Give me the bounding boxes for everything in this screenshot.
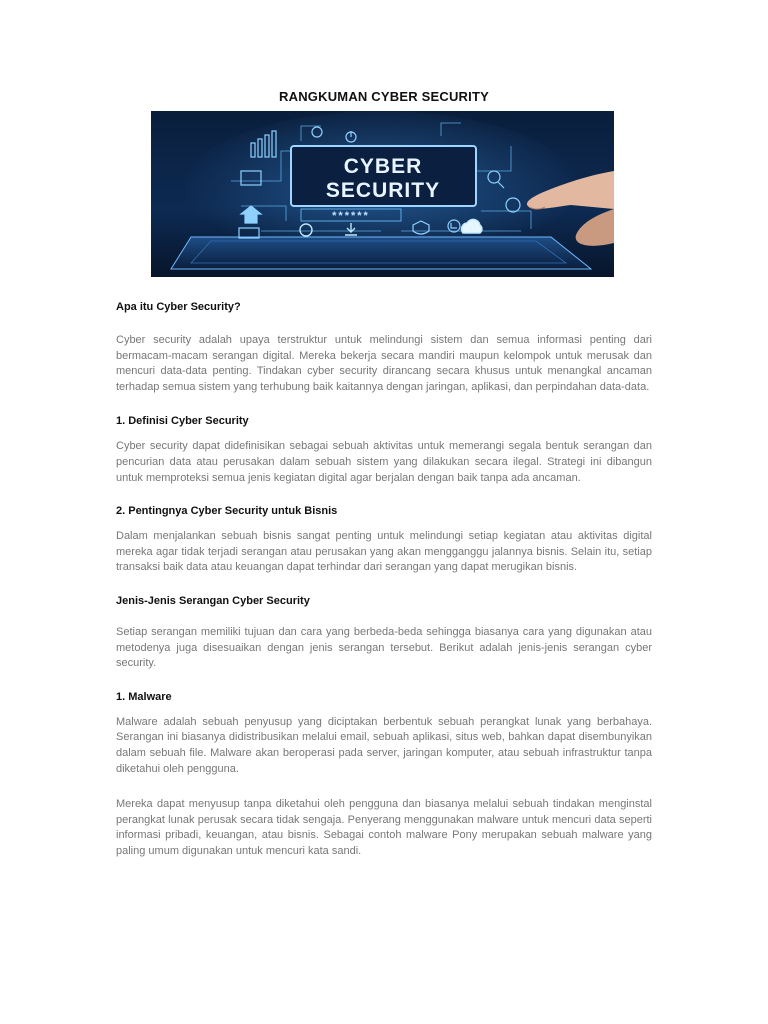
section-paragraph: Cyber security dapat didefinisikan sebagai sebuah aktivitas untuk memerangi segala bentuk serangan dan pencurian data atau perusakan dalam sebuah sistem yang dilakukan secara ilegal. Strategi ini dibangun untuk memproteksi semua jenis kegiatan digital agar berjalan dengan baik tanpa ada ancaman. (116, 440, 652, 484)
image-text-cyber: CYBER (343, 155, 423, 178)
section-heading: Apa itu Cyber Security? (116, 301, 241, 313)
section-heading: Jenis-Jenis Serangan Cyber Security (116, 594, 310, 607)
document-body (116, 300, 652, 859)
image-text-security: SECURITY (325, 179, 441, 202)
section-paragraph: Setiap serangan memiliki tujuan dan cara yang berbeda-beda sehingga biasanya cara yang digunakan atau metodenya juga disesuaikan dengan jenis serangan tersebut. Berikut adalah jenis-jenis serangan cyber security. (116, 625, 652, 670)
section-heading: 1. Malware (116, 690, 172, 703)
section-paragraph: Malware adalah sebuah penyusup yang diciptakan berbentuk sebuah perangkat lunak yang berbahaya. Serangan ini biasanya didistribusikan melalui email, sebuah aplikasi, situs web, bahkan dapat disembunyikan dalam sebuah file. Malware akan beroperasi pada server, jaringan komputer, atau sebuah infrastruktur tanpa diketahui oleh pengguna. (116, 715, 652, 775)
section-paragraph: Dalam menjalankan sebuah bisnis sangat penting untuk melindungi setiap kegiatan atau aktivitas digital mereka agar tidak terjadi serangan atau perusakan yang akan mengganggu jalannya bisnis. Selain itu, setiap transaksi baik data atau keuangan dapat terhindar dari serangan yang dapat merugikan bisnis. (116, 530, 652, 574)
section-paragraph: Cyber security adalah upaya terstruktur untuk melindungi sistem dan semua informasi penting dari bermacam-macam serangan digital. Mereka bekerja secara mandiri maupun kelompok untuk merusak dan mencuri data-data penting. Tindakan cyber security dirancang secara khusus untuk menangkal ancaman terhadap semua sistem yang terhubung baik kaitannya dengan jaringan, aplikasi, dan perpindahan data-data. (116, 334, 652, 393)
cyber-security-illustration (151, 111, 614, 277)
section-heading: 1. Definisi Cyber Security (116, 415, 249, 428)
document-title: RANGKUMAN CYBER SECURITY (279, 89, 489, 104)
image-text-password: ****** (332, 210, 370, 222)
section-heading: 2. Pentingnya Cyber Security untuk Bisnis (116, 505, 338, 518)
section-paragraph: Mereka dapat menyusup tanpa diketahui oleh pengguna dan biasanya melalui sebuah tindakan menginstal perangkat lunak perusak secara tidak sengaja. Penyerang menggunakan malware untuk mencuri data seperti informasi pribadi, keuangan, atau bisnis. Sebagai contoh malware Pony merupakan sebuah malware yang paling umum digunakan untuk mencuri kata sandi. (116, 798, 652, 857)
